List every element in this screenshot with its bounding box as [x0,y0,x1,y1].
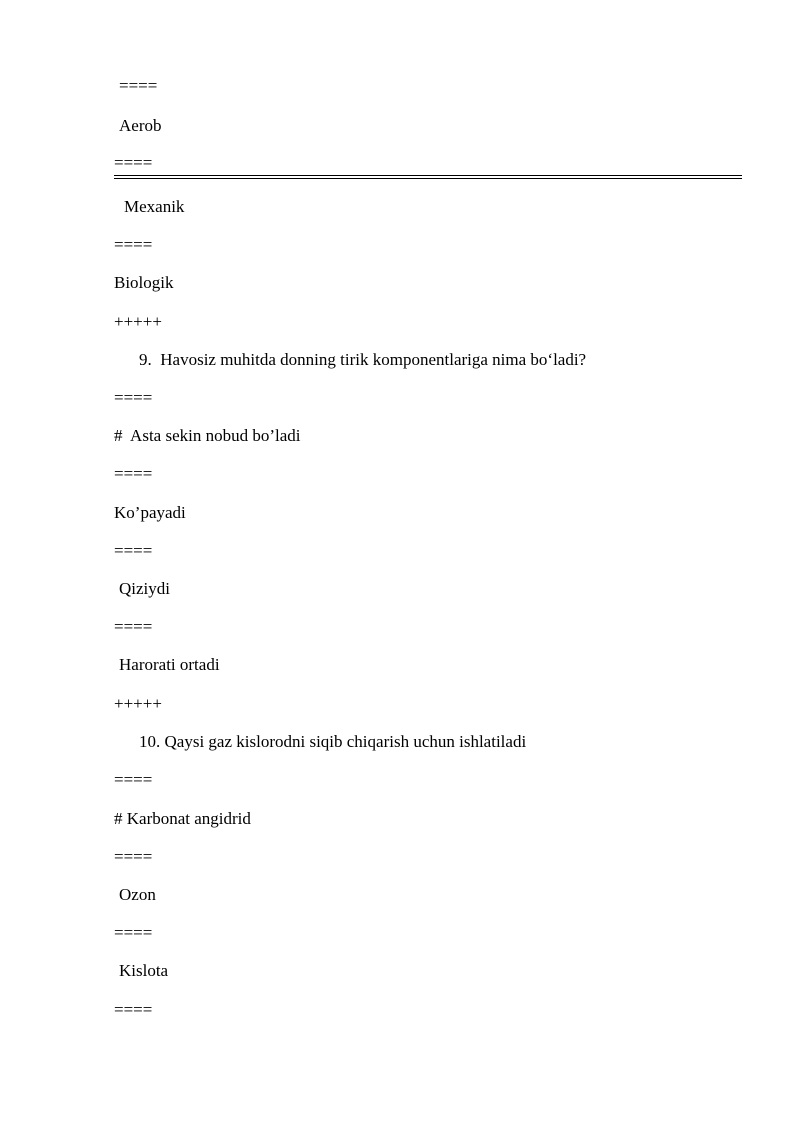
separator-line: ==== [114,235,153,254]
separator-line: ==== [114,847,153,866]
double-rule-divider [114,175,742,179]
separator-line: ==== [114,1000,153,1019]
question-end-marker: +++++ [114,694,162,713]
answer-option: Qiziydi [119,579,170,598]
correct-answer-option: # Karbonat angidrid [114,809,251,828]
question-end-marker: +++++ [114,312,162,331]
answer-option: Aerob [119,116,162,135]
question-text: 10. Qaysi gaz kislorodni siqib chiqarish uchun ishlatiladi [139,732,527,751]
answer-option: Ozon [119,885,156,904]
separator-line: ==== [119,76,158,95]
separator-line: ==== [114,388,153,407]
correct-answer-option: # Asta sekin nobud bo’ladi [114,426,301,445]
answer-option: Harorati ortadi [119,655,220,674]
separator-line: ==== [114,464,153,483]
question-text: 9. Havosiz muhitda donning tirik komponentlariga nima boʻladi? [139,350,587,369]
answer-option: Kislota [119,961,169,980]
answer-option: Ko’payadi [114,503,186,522]
separator-line: ==== [114,153,153,172]
separator-line: ==== [114,923,153,942]
separator-line: ==== [114,541,153,560]
separator-line: ==== [114,770,153,789]
answer-option: Mexanik [124,197,185,216]
separator-line: ==== [114,617,153,636]
answer-option: Biologik [114,273,174,292]
